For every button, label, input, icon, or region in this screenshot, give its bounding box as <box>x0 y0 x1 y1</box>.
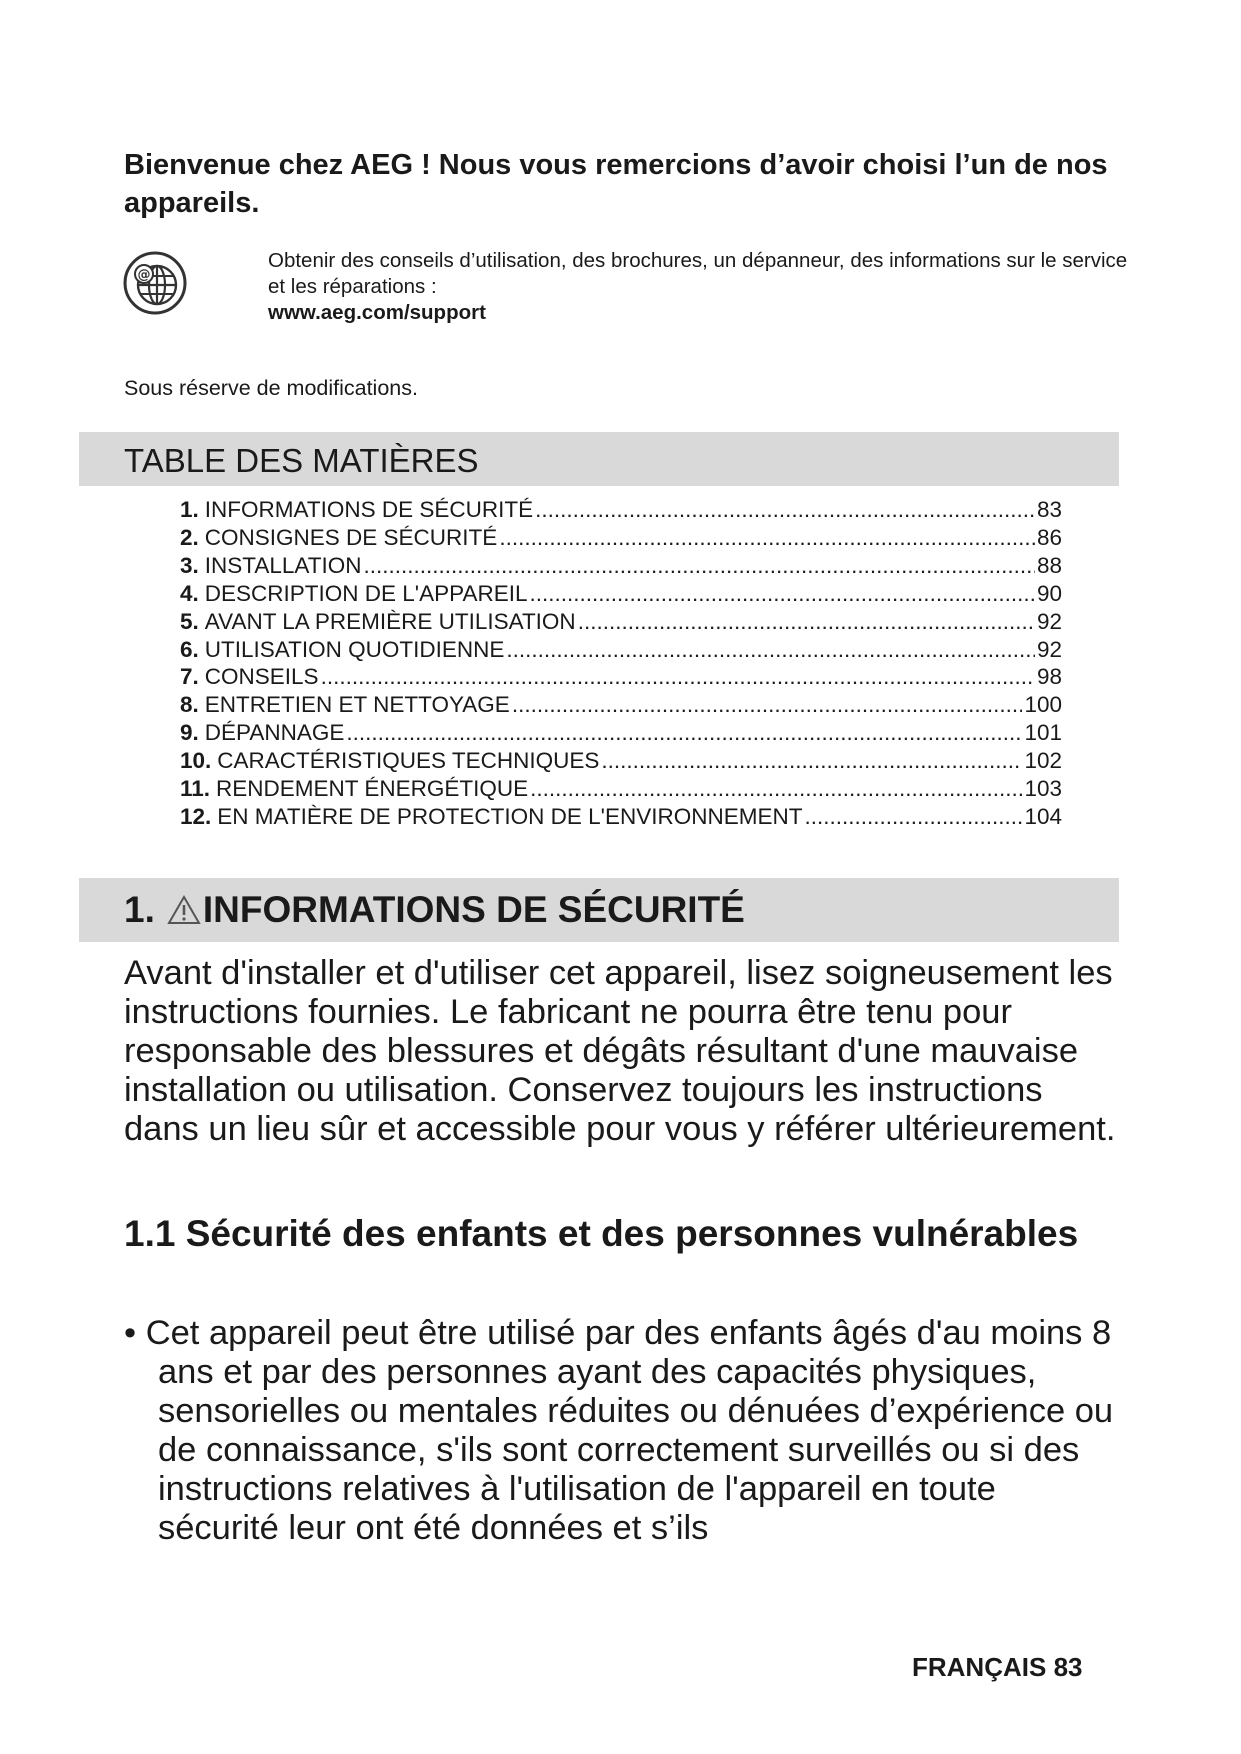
reserve-note: Sous réserve de modifications. <box>124 376 418 400</box>
toc-leader-dots <box>601 747 1022 775</box>
toc-item[interactable] <box>180 775 1062 803</box>
toc-item[interactable] <box>180 663 1062 691</box>
toc-leader-dots <box>363 552 1035 580</box>
toc-item[interactable] <box>180 747 1062 775</box>
toc-item-page: 102 <box>1024 748 1062 774</box>
toc-item-number: 7. <box>180 664 199 690</box>
bullet-item <box>124 1314 1124 1548</box>
toc-item-page: 103 <box>1024 776 1062 802</box>
toc-leader-dots <box>346 719 1022 747</box>
toc-leader-dots <box>512 691 1023 719</box>
toc-leader-dots <box>499 524 1035 552</box>
toc-item-number: 2. <box>180 524 199 550</box>
toc-item[interactable] <box>180 496 1062 524</box>
footer-page-number: 83 <box>1053 1652 1083 1682</box>
section-title-text: INFORMATIONS DE SÉCURITÉ <box>202 889 745 930</box>
toc-item[interactable] <box>180 552 1062 580</box>
toc-item-number: 4. <box>180 580 199 606</box>
toc-item[interactable] <box>180 803 1062 831</box>
toc-leader-dots <box>804 803 1022 831</box>
toc-item[interactable] <box>180 691 1062 719</box>
toc-item-label: RENDEMENT ÉNERGÉTIQUE <box>216 776 529 802</box>
toc-item-page: 104 <box>1024 803 1062 829</box>
toc-item-number: 8. <box>180 692 199 718</box>
toc-leader-dots <box>321 663 1035 691</box>
toc-leader-dots <box>529 580 1034 608</box>
toc-item-page: 90 <box>1036 580 1062 606</box>
toc-leader-dots <box>535 496 1035 524</box>
toc-item-number: 11. <box>180 776 211 802</box>
welcome-heading: Bienvenue chez AEG ! Nous vous remercions d’avoir choisi l’un de nos appareils. <box>124 149 1108 219</box>
toc-item-label: DÉPANNAGE <box>204 720 345 746</box>
toc-item-page: 92 <box>1036 636 1062 662</box>
toc-item-number: 10. <box>180 748 212 774</box>
toc-item-number: 1. <box>180 497 199 522</box>
bullet-marker: • <box>124 1314 137 1352</box>
toc-leader-dots <box>506 636 1035 664</box>
toc-item-label: CONSEILS <box>204 664 319 690</box>
toc-item-page: 83 <box>1036 497 1062 522</box>
subsection-title: 1.1 Sécurité des enfants et des personnes vulnérables <box>124 1213 1079 1254</box>
support-info <box>268 248 1128 326</box>
toc-item-page: 88 <box>1036 552 1062 578</box>
globe-at-icon <box>122 250 188 316</box>
toc-item-label: UTILISATION QUOTIDIENNE <box>204 636 505 662</box>
toc-item[interactable] <box>180 580 1062 608</box>
toc-leader-dots <box>578 608 1035 636</box>
toc-item[interactable] <box>180 524 1062 552</box>
toc-item-label: INSTALLATION <box>204 552 362 578</box>
toc-item-number: 12. <box>180 803 212 829</box>
toc-item-label: INFORMATIONS DE SÉCURITÉ <box>204 497 534 522</box>
support-text: Obtenir des conseils d’utilisation, des brochures, un dépanneur, des informations sur le service et les réparations : <box>268 249 1128 298</box>
footer-language: FRANÇAIS <box>912 1652 1047 1682</box>
bullet-text: Cet appareil peut être utilisé par des enfants âgés d'au moins 8 ans et par des personnes ayant des capacités physiques, sensorielles ou mentales réduites ou dénuées d’expérience ou de connaissance, s'ils sont correctement surveillés ou si des instructions relatives à l'utilisation de l'appareil en toute sécurité leur ont été données et s’ils <box>145 1314 1114 1547</box>
section-title <box>124 886 745 934</box>
toc-item-label: CARACTÉRISTIQUES TECHNIQUES <box>217 748 600 774</box>
toc-item-number: 6. <box>180 636 199 662</box>
svg-text:@: @ <box>137 267 151 283</box>
toc-item-label: EN MATIÈRE DE PROTECTION DE L'ENVIRONNEMENT <box>217 803 803 829</box>
toc-item-page: 92 <box>1036 608 1062 634</box>
toc-item[interactable] <box>180 608 1062 636</box>
support-link[interactable]: www.aeg.com/support <box>268 301 486 324</box>
section-number: 1. <box>124 889 155 930</box>
toc-item[interactable] <box>180 719 1062 747</box>
toc-item-label: ENTRETIEN ET NETTOYAGE <box>204 692 510 718</box>
toc-item-page: 98 <box>1036 664 1062 690</box>
toc-item-page: 101 <box>1024 720 1062 746</box>
toc-item-page: 100 <box>1024 692 1062 718</box>
warning-triangle-icon <box>167 895 201 925</box>
toc-item-label: AVANT LA PREMIÈRE UTILISATION <box>204 608 576 634</box>
toc-item-number: 9. <box>180 720 199 746</box>
page-footer <box>912 1652 1083 1683</box>
toc-item-number: 5. <box>180 608 199 634</box>
toc-item-label: CONSIGNES DE SÉCURITÉ <box>204 524 498 550</box>
toc-item-page: 86 <box>1036 524 1062 550</box>
intro-paragraph: Avant d'installer et d'utiliser cet appareil, lisez soigneusement les instructions fournies. Le fabricant ne pourra être tenu pour responsable des blessures et dégâts résultant d'une mauvaise installation ou utilisation. Conservez toujours les instructions dans un lieu sûr et accessible pour vous y référer ultérieurement. <box>124 954 1116 1148</box>
toc-leader-dots <box>530 775 1022 803</box>
toc-item[interactable] <box>180 636 1062 664</box>
toc-title: TABLE DES MATIÈRES <box>124 442 479 479</box>
toc-item-label: DESCRIPTION DE L'APPAREIL <box>204 580 528 606</box>
toc-item-number: 3. <box>180 552 199 578</box>
table-of-contents <box>180 496 1062 831</box>
